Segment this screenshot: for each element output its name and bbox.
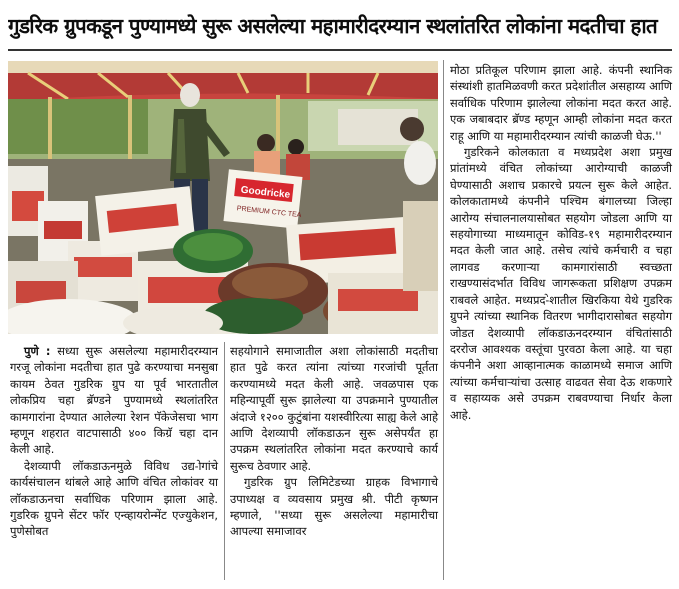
- article-column-2: [230, 343, 438, 540]
- column-divider: [224, 342, 225, 580]
- paragraph: गुडरिकने कोलकाता व मध्यप्रदेश अशा प्रमुख प्रांतांमध्ये वंचित लोकांच्या आरोग्याची काळजी घेण्यासाठी अशाच प्रकारचे प्रयत्न सुरू केले आहेत. कोलकातामध्ये कंपनीने पश्चिम बंगालच्या जिल्हा आरोग्य संचालनालयासोबत सहयोग जोडला आणि या सहयोगाच्या माध्यमातून कोविड-१९ महामारीदरम्यान मदत केली जात आहे. तसेच त्यांचे कर्मचारी व चहा लागवड करणाऱ्या कामगारांसाठी स्वच्छता राखण्यासंदर्भात विविध जागरूकता प्रशिक्षण उपक्रम राबवले आहेत. मध्यप्रद-ेशातील खिरकिया येथे गुडरिक ग्रुपने त्यांच्या स्थानिक वितरण भागीदारासोबत सहयोग जोडत देशव्यापी लॉकडाऊनदरम्यान वंचितांसाठी दररोज आवश्यक वस्तूंचा पुरवठा केला आहे. या चहा कंपनीने अशा आव्हानात्मक काळामध्ये समाज आणि त्यांच्या कर्मचाऱ्यांचा उत्साह वाढवत सेवा देऊ शकणारे व सहाय्यक असे उपक्रम राबवण्याचा निर्धार केला आहे.: [450, 145, 672, 422]
- news-photo: [8, 61, 438, 334]
- paragraph: मोठा प्रतिकूल परिणाम झाला आहे. कंपनी स्थानिक संस्थांशी हातमिळवणी करत प्रदेशांतील असहाय्य आणि सर्वाधिक परिणाम झालेल्या लोकांना मदत करत आहे. एक जबाबदार ब्रॅण्ड म्हणून आम्ही लोकांना मदत करत राहू आणि या महामारीदरम्यान त्यांची काळजी घेऊ.'': [450, 63, 672, 143]
- headline: गुडरिक ग्रुपकडून पुण्यामध्ये सुरू असलेल्या महामारीदरम्यान स्थलांतरित लोकांना मदतीचा हात: [8, 14, 658, 38]
- column-divider: [443, 60, 444, 580]
- dateline: पुणे :: [24, 344, 51, 358]
- paragraph: गुडरिक ग्रुप लिमिटेडच्या ग्राहक विभागाचे उपाध्यक्ष व व्यवसाय प्रमुख श्री. पीटी कृष्णन म्हणाले, ''सध्या सुरू असलेल्या महामारीचा आपल्या समाजावर: [230, 475, 438, 539]
- tea-pack-label: Goodricke: [240, 184, 291, 201]
- relief-distribution-photo: [8, 61, 438, 334]
- article-column-3: [450, 62, 672, 423]
- paragraph: सध्या सुरू असलेल्या महामारीदरम्यान गरजू लोकांना मदतीचा हात पुढे करण्याचा मनसुबा कायम ठेवत गुडरिक ग्रुप या पूर्व भारतातील लोकप्रिय चहा ब्रॅण्डने पुण्यामध्ये स्थलांतरित कामगारांना देण्यात आलेल्या रेशन पॅकेजेसचा भाग म्हणून शहरात वाटपासाठी ४०० किग्रॅ चहा दान केली आहे.: [10, 344, 219, 457]
- paragraph: सहयोगाने समाजातील अशा लोकांसाठी मदतीचा हात पुढे करत त्यांना त्यांच्या गरजांची पूर्तता करण्यामध्ये मदत केली आहे. जवळपास एक महिन्यापूर्वी सुरू झालेल्या या उपक्रमाने पुण्यातील अंदाजे १२०० कुटुंबांना यशस्वीरित्या साह्य केले आहे आणि देशव्यापी लॉकडाऊन सुरू असेपर्यंत हा उपक्रम स्थलांतरित लोकांना मदत करण्याचे कार्य सुरूच ठेवणार आहे.: [230, 344, 438, 473]
- tea-pack-sub: PREMIUM CTC TEA: [236, 205, 302, 220]
- paragraph: देशव्यापी लॉकडाऊनमुळे विविध उद्य-ोगांचे कार्यसंचालन थांबले आहे आणि वंचित लोकांवर या लॉकडाऊनचा सर्वाधिक परिणाम झाला आहे. गुडरिक ग्रुपने सेंटर फॉर एन्व्हायरोन्मेंट एज्युकेशन, पुणेसोबत: [10, 458, 218, 539]
- article-column-1: [10, 343, 218, 540]
- headline-rule: [8, 49, 672, 51]
